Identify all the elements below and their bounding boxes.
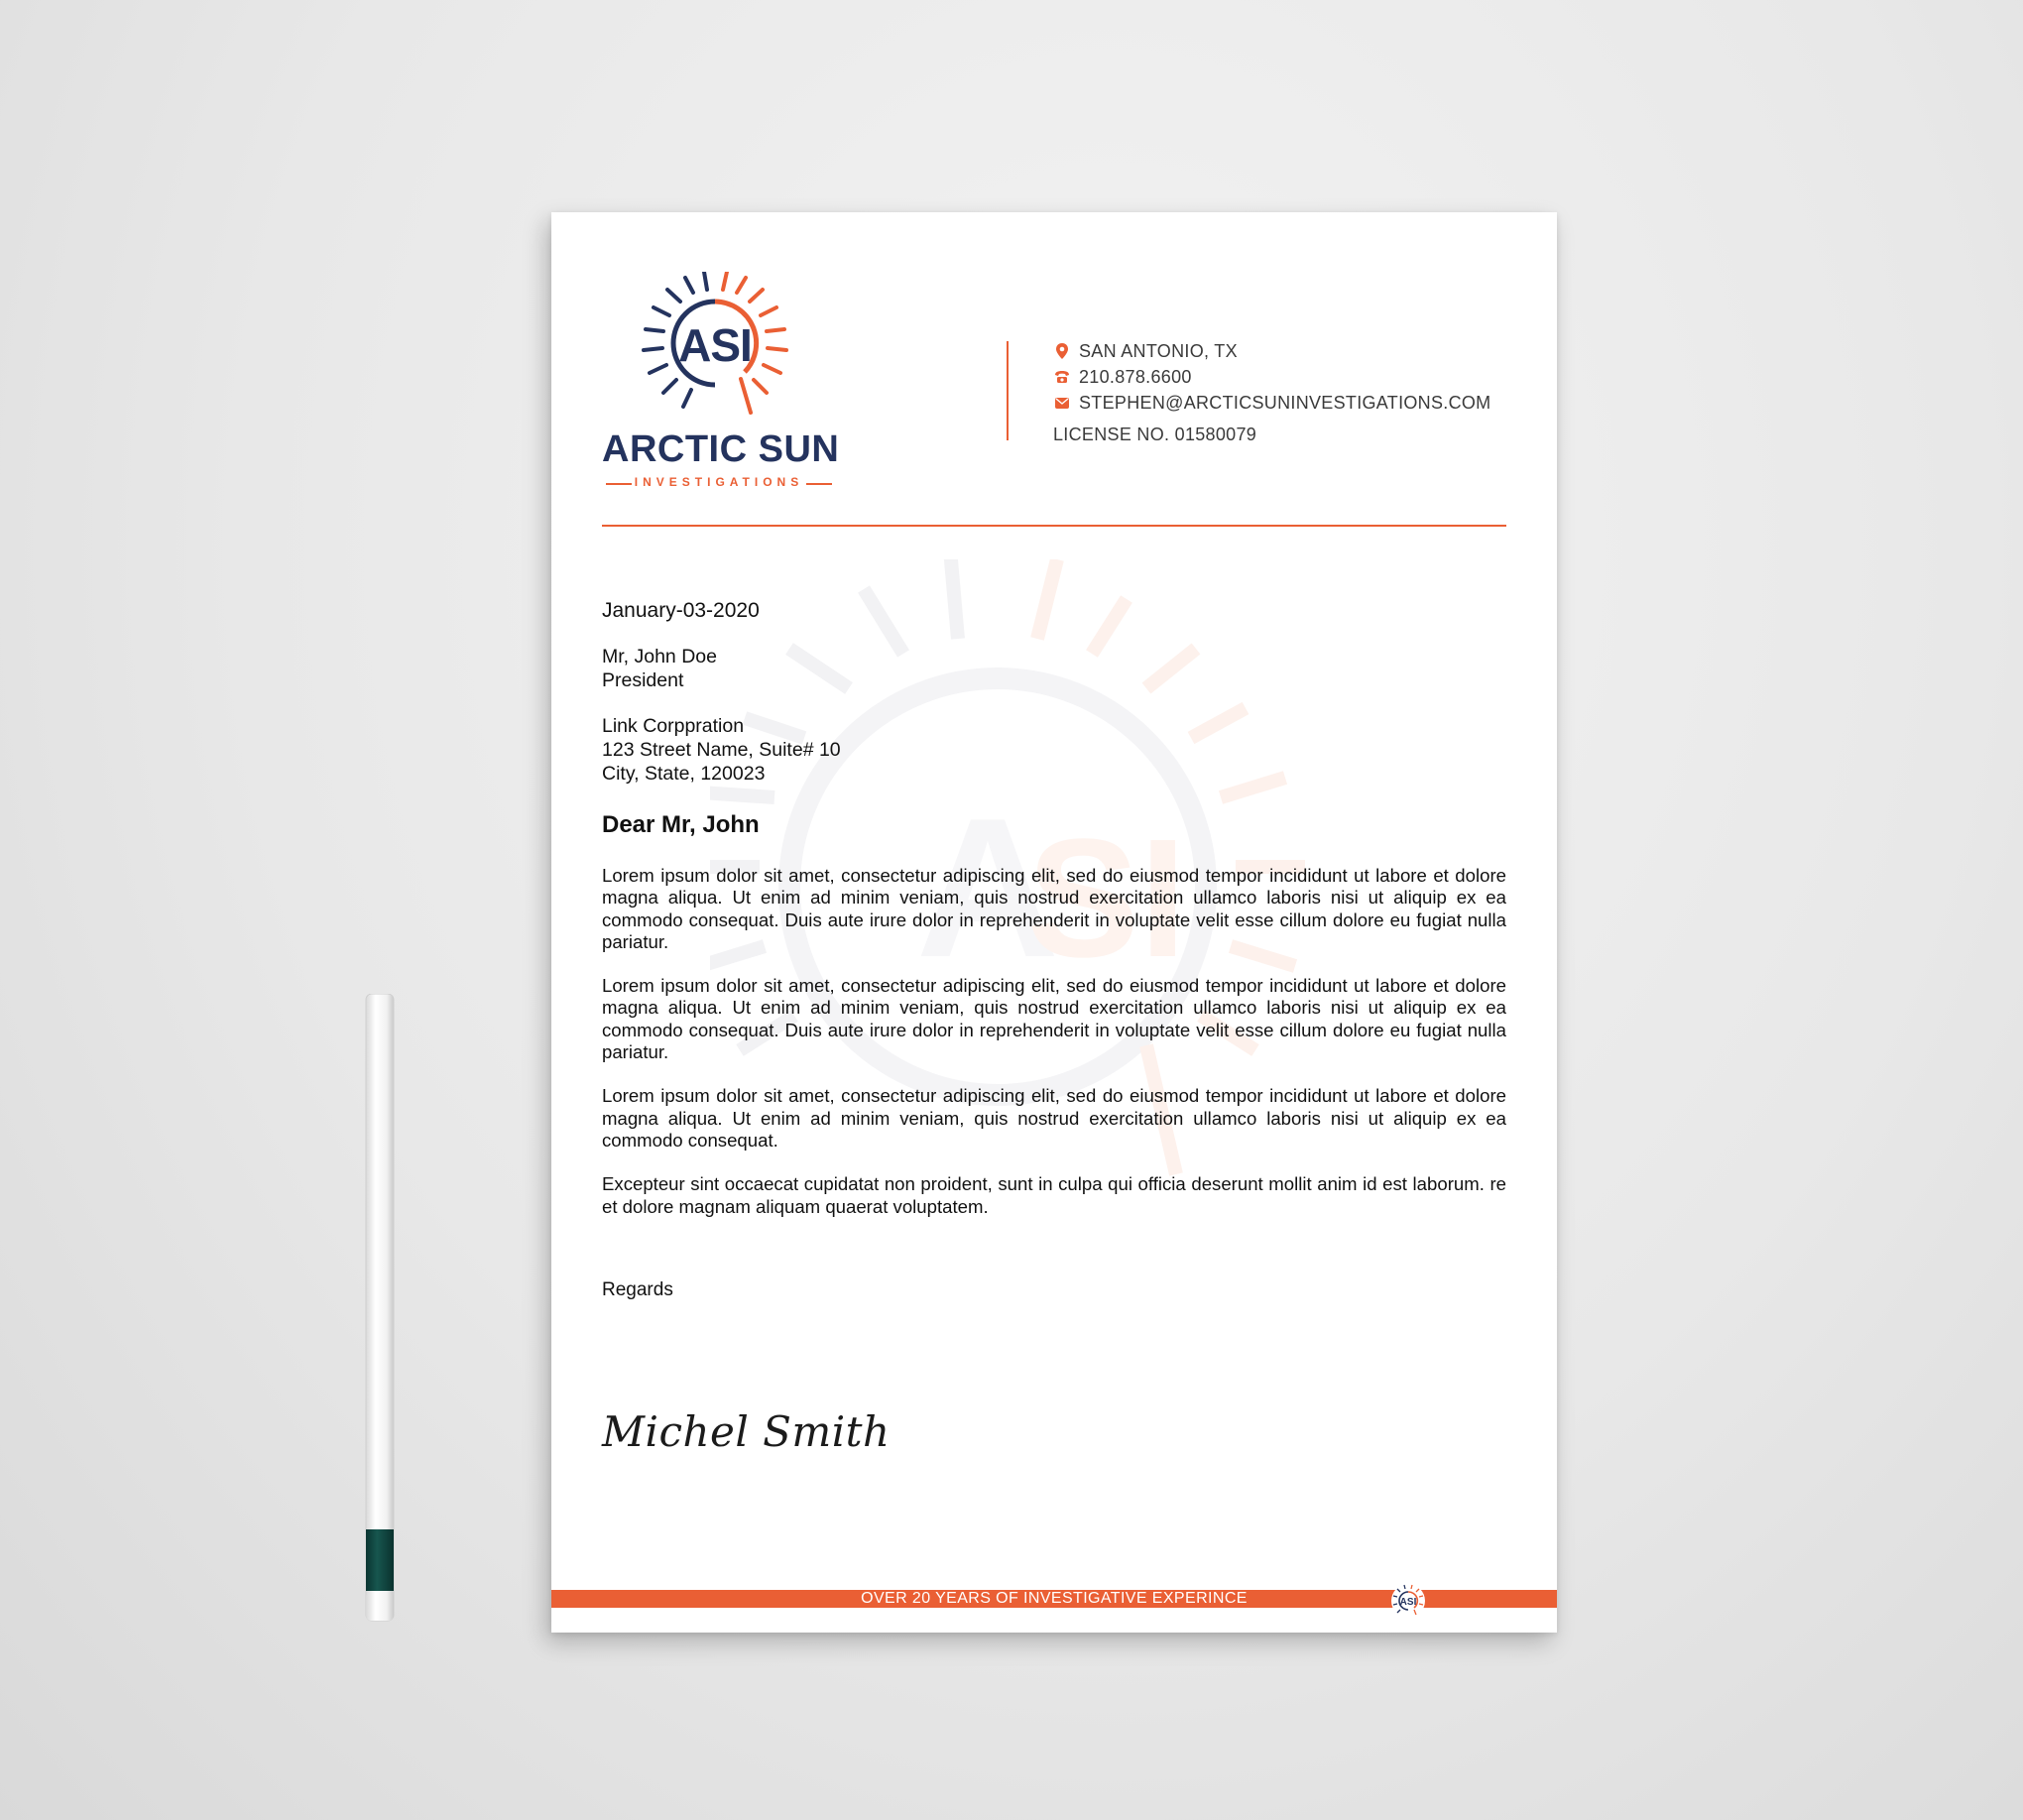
logo-tagline: INVESTIGATIONS (602, 475, 836, 489)
brand-logo (602, 272, 840, 502)
header-divider (1007, 341, 1009, 440)
footer-logo-icon (1388, 1581, 1428, 1621)
phone-text[interactable]: 210.878.6600 (1079, 366, 1192, 387)
recipient-company: Link Corppration (602, 715, 745, 737)
contact-block (1053, 338, 1509, 450)
svg-text:SI: SI (1026, 804, 1187, 993)
footer-tagline: OVER 20 YEARS OF INVESTIGATIVE EXPERINCE (861, 1590, 1248, 1607)
location-text: SAN ANTONIO, TX (1079, 340, 1238, 361)
letter-paragraph-4: Excepteur sint occaecat cupidatat non proident, sunt in culpa qui officia deserunt mollit anim id est laborum. re et dolore magnam aliquam quaerat voluptatem. (602, 1173, 1506, 1217)
marker-pen (363, 994, 397, 1623)
recipient-city: City, State, 120023 (602, 763, 766, 785)
email-text[interactable]: STEPHEN@ARCTICSUNINVESTIGATIONS.COM (1079, 392, 1491, 413)
logo-monogram: ASI (678, 319, 752, 371)
svg-text:A: A (915, 778, 1060, 999)
letter-greeting: Dear Mr, John (602, 811, 760, 838)
recipient-street: 123 Street Name, Suite# 10 (602, 739, 841, 761)
recipient-name: Mr, John Doe (602, 646, 717, 667)
logo-brand-name: ARCTIC SUN (602, 428, 840, 470)
footer-logo-monogram: ASI (1399, 1597, 1417, 1608)
letterhead-page (551, 212, 1557, 1633)
contact-location (1053, 338, 1509, 364)
letter-paragraph-1: Lorem ipsum dolor sit amet, consectetur adipiscing elit, sed do eiusmod tempor incididunt ut labore et dolore magna aliqua. Ut enim ad minim veniam, quis nostrud exercitation ullamco laboris nisi ut aliquip ex ea commodo consequat. Duis aute irure dolor in reprehenderit in voluptate velit esse cillum dolore eu fugiat nulla pariatur. (602, 865, 1506, 952)
letter-body (602, 599, 1506, 1301)
license-number: LICENSE NO. 01580079 (1053, 425, 1257, 444)
recipient-title: President (602, 669, 684, 691)
email-icon (1053, 394, 1071, 412)
contact-phone (1053, 364, 1509, 390)
letter-paragraph-3: Lorem ipsum dolor sit amet, consectetur adipiscing elit, sed do eiusmod tempor incididunt ut labore et dolore magna aliqua. Ut enim ad minim veniam, quis nostrud exercitation ullamco laboris nisi ut aliquip ex ea commodo consequat. (602, 1085, 1506, 1151)
letter-paragraph-2: Lorem ipsum dolor sit amet, consectetur adipiscing elit, sed do eiusmod tempor incididunt ut labore et dolore magna aliqua. Ut enim ad minim veniam, quis nostrud exercitation ullamco laboris nisi ut aliquip ex ea commodo consequat. Duis aute irure dolor in reprehenderit in voluptate velit esse cillum dolore eu fugiat nulla pariatur. (602, 975, 1506, 1063)
letter-closing: Regards (602, 1278, 673, 1300)
signature: Michel Smith (602, 1407, 891, 1456)
recipient-address (602, 714, 1506, 786)
recipient-block (602, 645, 1506, 692)
contact-email (1053, 390, 1509, 416)
phone-icon (1053, 368, 1071, 386)
sun-emblem-icon (602, 272, 836, 430)
location-pin-icon (1053, 342, 1071, 360)
header-rule (602, 525, 1506, 527)
letter-date: January-03-2020 (602, 599, 760, 622)
